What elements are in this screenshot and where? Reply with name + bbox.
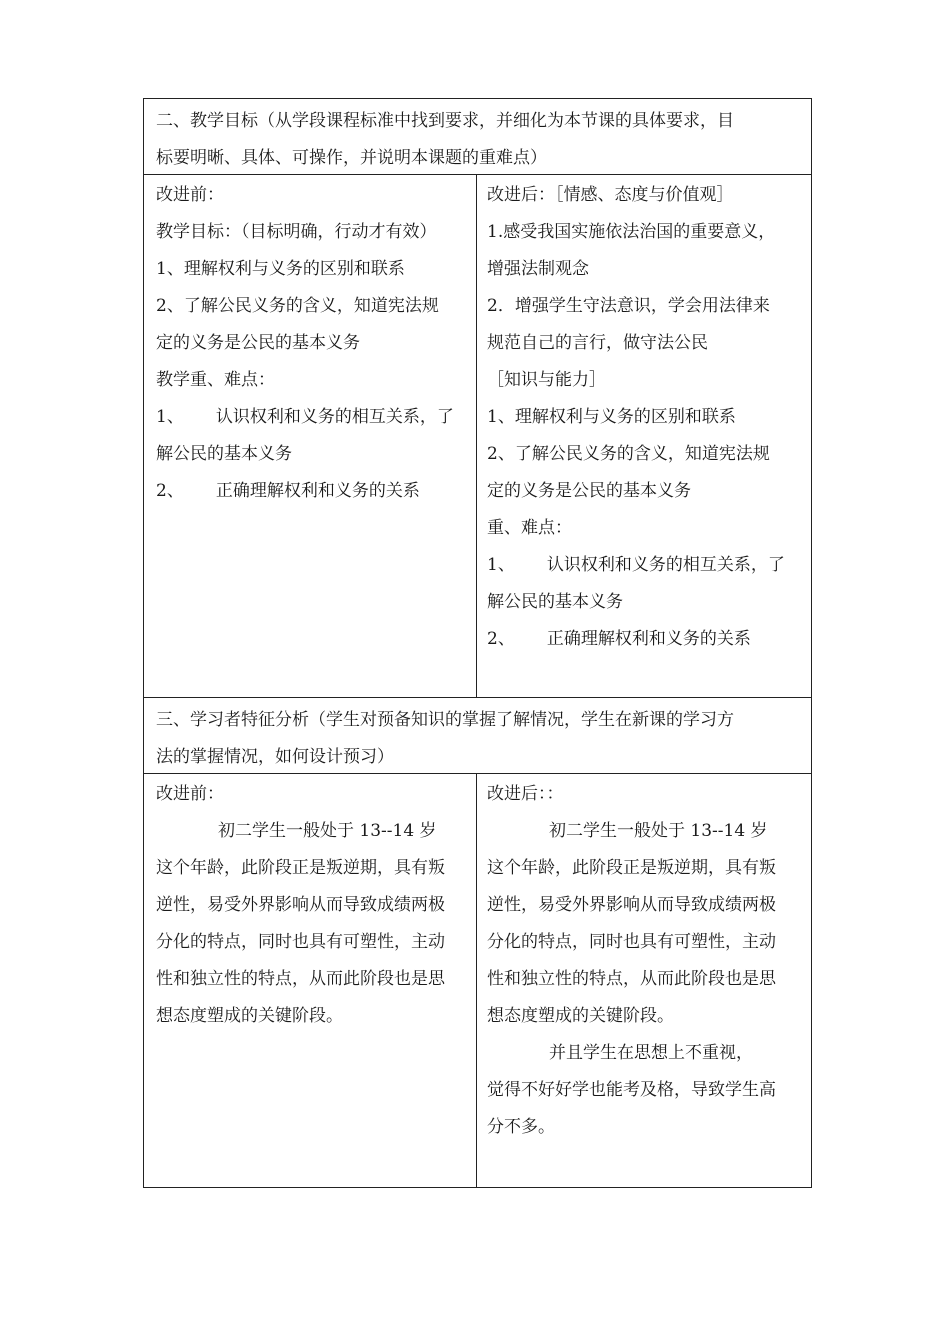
goal-item: 定的义务是公民的基本义务 xyxy=(156,333,360,353)
key-point-number: 2、 xyxy=(156,481,184,501)
teaching-goals-header xyxy=(144,99,811,175)
goals-before-cell xyxy=(144,175,477,697)
before-title: 改进前： xyxy=(156,784,224,804)
before-title: 改进前： xyxy=(156,185,224,205)
goal-item: 2、了解公民义务的含义，知道宪法规 xyxy=(156,296,439,316)
paragraph-line: 并且学生在思想上不重视， xyxy=(549,1043,753,1063)
paragraph-line: 分化的特点，同时也具有可塑性，主动 xyxy=(156,932,445,952)
learner-before-cell xyxy=(144,774,477,1187)
knowledge-goal: 2、了解公民义务的含义，知道宪法规 xyxy=(487,444,770,464)
after-title: 改进后：： xyxy=(487,784,564,804)
header-line: 三、学习者特征分析（学生对预备知识的掌握了解情况，学生在新课的学习方 xyxy=(156,710,734,730)
key-point-number: 2、 xyxy=(487,629,515,649)
lesson-plan-table xyxy=(143,98,812,1188)
paragraph-line: 分化的特点，同时也具有可塑性，主动 xyxy=(487,932,776,952)
knowledge-goal: 定的义务是公民的基本义务 xyxy=(487,481,691,501)
learner-analysis-header xyxy=(144,698,811,774)
paragraph-line: 逆性，易受外界影响从而导致成绩两极 xyxy=(156,895,445,915)
goal-item: 1、理解权利与义务的区别和联系 xyxy=(156,259,405,279)
paragraph-line: 这个年龄，此阶段正是叛逆期，具有叛 xyxy=(487,858,776,878)
emotion-goal: 规范自己的言行，做守法公民 xyxy=(487,333,708,353)
paragraph-line: 想态度塑成的关键阶段。 xyxy=(487,1006,674,1026)
knowledge-goal: 1、理解权利与义务的区别和联系 xyxy=(487,407,736,427)
paragraph-line: 初二学生一般处于 13--14 岁 xyxy=(549,821,768,841)
key-point-text: 认识权利和义务的相互关系，了 xyxy=(546,555,785,575)
key-point-text: 正确理解权利和义务的关系 xyxy=(546,629,751,649)
paragraph-line: 想态度塑成的关键阶段。 xyxy=(156,1006,343,1026)
key-point-number: 1、 xyxy=(487,555,515,575)
key-point-item xyxy=(156,399,470,436)
key-point-item xyxy=(156,473,470,510)
emotion-goal: 2．增强学生守法意识，学会用法律来 xyxy=(487,296,770,316)
key-point-item xyxy=(487,621,805,658)
after-title: 改进后：［情感、态度与价值观］ xyxy=(487,185,734,205)
header-line: 二、教学目标（从学段课程标准中找到要求，并细化为本节课的具体要求，目 xyxy=(156,111,734,131)
emotion-goal: 增强法制观念 xyxy=(487,259,589,279)
paragraph-line: 分不多。 xyxy=(487,1117,555,1137)
key-point-item: 解公民的基本义务 xyxy=(156,444,292,464)
key-point-number: 1、 xyxy=(156,407,184,427)
paragraph-line: 觉得不好好学也能考及格，导致学生高 xyxy=(487,1080,776,1100)
paragraph-line: 性和独立性的特点，从而此阶段也是思 xyxy=(156,969,445,989)
knowledge-heading: ［知识与能力］ xyxy=(487,370,606,390)
key-point-item: 解公民的基本义务 xyxy=(487,592,623,612)
header-line: 法的掌握情况，如何设计预习） xyxy=(156,747,394,767)
paragraph-line: 逆性，易受外界影响从而导致成绩两极 xyxy=(487,895,776,915)
teaching-goals-row xyxy=(144,175,811,698)
emotion-goal: 1.感受我国实施依法治国的重要意义， xyxy=(487,222,776,242)
paragraph-line: 性和独立性的特点，从而此阶段也是思 xyxy=(487,969,776,989)
key-point-item xyxy=(487,547,805,584)
learner-after-cell xyxy=(477,774,811,1187)
learner-analysis-row xyxy=(144,774,811,1187)
key-points-heading: 教学重、难点： xyxy=(156,370,275,390)
paragraph-line: 初二学生一般处于 13--14 岁 xyxy=(218,821,437,841)
goals-after-cell xyxy=(477,175,811,697)
goal-heading: 教学目标：（目标明确，行动才有效） xyxy=(156,222,437,242)
paragraph-line: 这个年龄，此阶段正是叛逆期，具有叛 xyxy=(156,858,445,878)
key-point-text: 正确理解权利和义务的关系 xyxy=(215,481,420,501)
key-points-heading: 重、难点： xyxy=(487,518,572,538)
key-point-text: 认识权利和义务的相互关系，了 xyxy=(215,407,454,427)
header-line: 标要明晰、具体、可操作，并说明本课题的重难点） xyxy=(156,148,547,168)
